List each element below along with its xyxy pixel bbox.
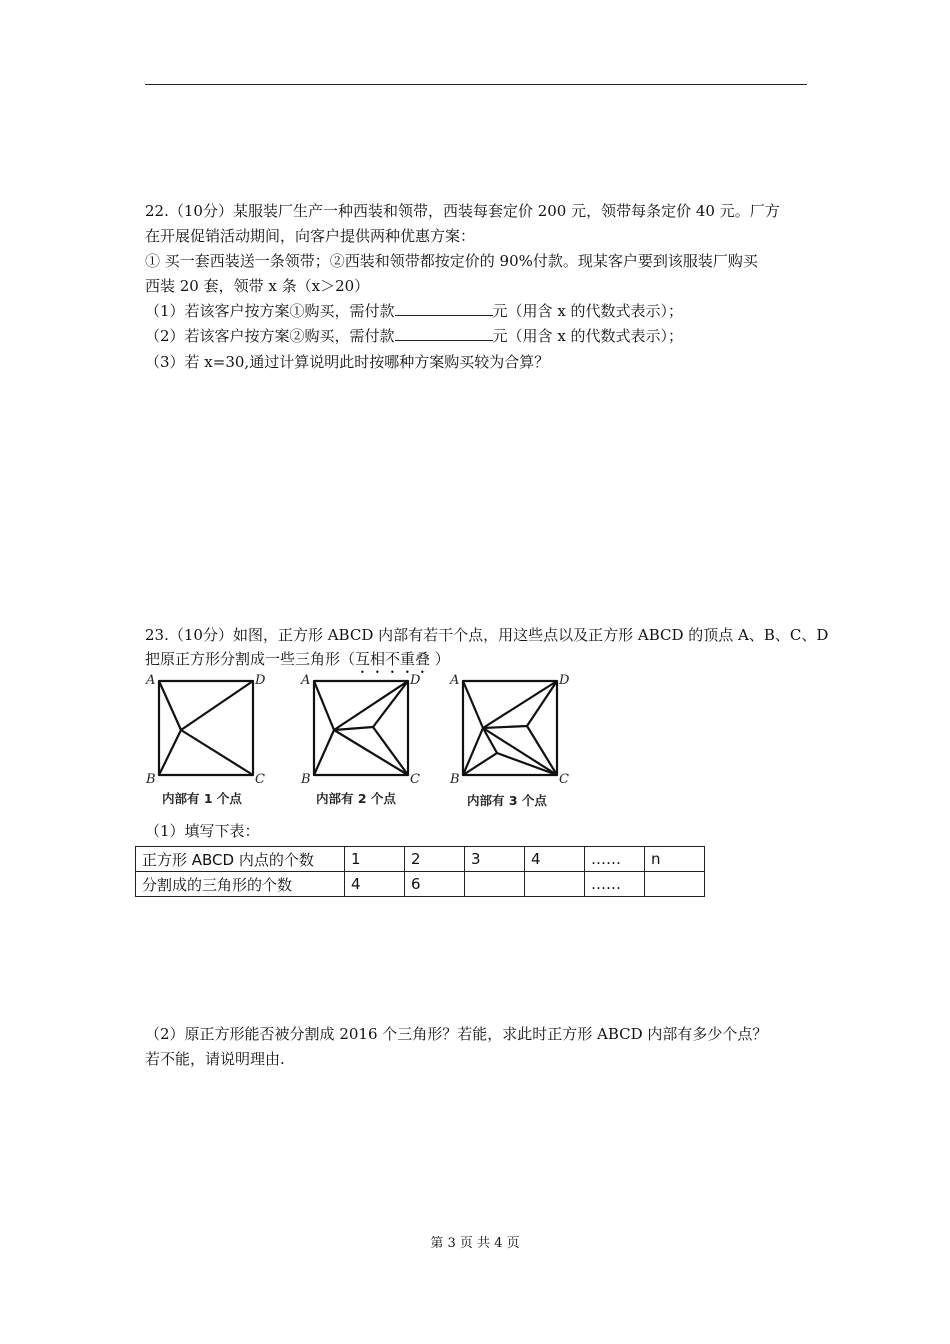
vertex-label-b: B: [301, 772, 311, 787]
q23-part-2-line-1: （2）原正方形能否被分割成 2016 个三角形？若能，求此时正方形 ABCD 内部有多少个点？: [145, 1025, 768, 1043]
table-cell: 分割成的三角形的个数: [136, 872, 345, 897]
square-diagram-3: [447, 670, 572, 788]
figure-3: [447, 670, 572, 792]
figure-2: [298, 670, 423, 792]
vertex-label-b: B: [450, 772, 460, 787]
vertex-label-d: D: [410, 673, 421, 688]
table-cell: 6: [405, 872, 465, 897]
square-diagram-2: [298, 670, 423, 788]
vertex-label-d: D: [559, 673, 570, 688]
answer-cell[interactable]: [465, 872, 525, 897]
q22-part-3: （3）若 x=30,通过计算说明此时按哪种方案购买较为合算？: [145, 353, 550, 371]
vertex-label-c: C: [255, 772, 265, 787]
q23-part-2-line-2: 若不能，请说明理由.: [145, 1050, 285, 1068]
table-cell: 4: [525, 847, 585, 872]
vertex-label-a: A: [146, 673, 156, 688]
q23-line-2-suffix: ）: [430, 650, 450, 668]
q22-line-4: 西装 20 套，领带 x 条（x＞20）: [145, 277, 370, 295]
table-cell: ……: [585, 847, 645, 872]
vertex-label-a: A: [301, 673, 311, 688]
q23-line-2-prefix: 把原正方形分割成一些三角形（: [145, 650, 356, 668]
square-diagram-1: [143, 670, 268, 788]
vertex-label-c: C: [559, 772, 569, 787]
q23-part-1: （1）填写下表：: [145, 822, 260, 840]
table-cell: 2: [405, 847, 465, 872]
q22-part-1-prompt: （1）若该客户按方案①购买，需付款: [145, 302, 395, 320]
figure-2-caption: 内部有 2 个点: [316, 791, 396, 806]
answer-cell[interactable]: [525, 872, 585, 897]
table-row: [136, 872, 705, 897]
q22-part-2: [145, 325, 683, 347]
q22-line-1: 22.（10分）某服装厂生产一种西装和领带，西装每套定价 200 元，领带每条定价 40 元。厂方: [145, 202, 780, 220]
q22-part-1-suffix: 元（用含 x 的代数式表示）；: [492, 302, 684, 320]
emphasized-text: 互相不重叠: [355, 650, 431, 668]
answer-cell[interactable]: [645, 872, 705, 897]
figure-1: [143, 670, 268, 792]
header-rule: [145, 84, 807, 85]
answer-blank-1[interactable]: [395, 300, 493, 316]
table-cell: 1: [345, 847, 405, 872]
table-cell: ……: [585, 872, 645, 897]
page-footer: 第 3 页 共 4 页: [430, 1236, 520, 1251]
vertex-label-a: A: [450, 673, 460, 688]
figure-3-caption: 内部有 3 个点: [467, 793, 547, 808]
table-cell: 正方形 ABCD 内点的个数: [136, 847, 345, 872]
q22-line-2: 在开展促销活动期间，向客户提供两种优惠方案：: [145, 227, 476, 245]
answer-blank-2[interactable]: [395, 325, 493, 341]
q22-part-2-suffix: 元（用含 x 的代数式表示）；: [492, 327, 684, 345]
q22-part-1: [145, 300, 683, 322]
figure-1-caption: 内部有 1 个点: [162, 791, 242, 806]
q22-part-2-prompt: （2）若该客户按方案②购买，需付款: [145, 327, 395, 345]
table-cell: n: [645, 847, 705, 872]
vertex-label-c: C: [410, 772, 420, 787]
table-cell: 3: [465, 847, 525, 872]
table-row: [136, 847, 705, 872]
q22-line-3: ① 买一套西装送一条领带；②西装和领带都按定价的 90%付款。现某客户要到该服装厂购买: [145, 252, 758, 270]
answer-table: [135, 846, 705, 897]
table-cell: 4: [345, 872, 405, 897]
vertex-label-b: B: [146, 772, 156, 787]
q23-line-1: 23.（10分）如图，正方形 ABCD 内部有若干个点，用这些点以及正方形 ABCD 的顶点 A、B、C、D: [145, 626, 829, 644]
vertex-label-d: D: [255, 673, 266, 688]
